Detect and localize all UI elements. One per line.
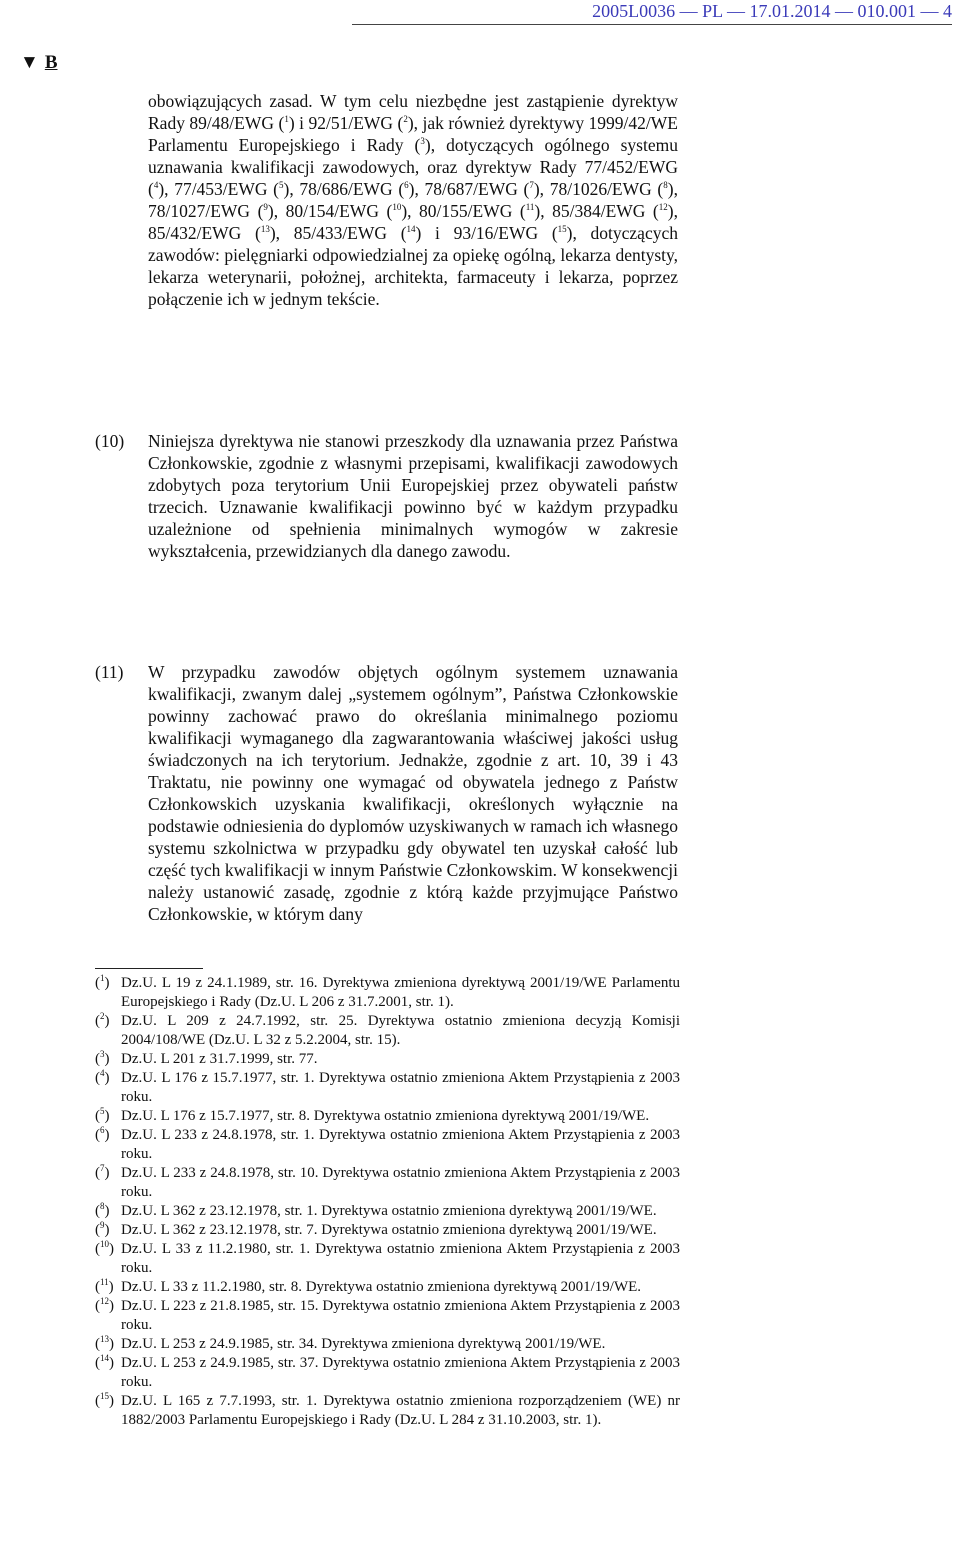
footnote: ($^{14}$) Dz.U. L 253 z 24.9.1985, str. 37. Dyrektywa ostatnio zmieniona Aktem Przystąpienia z 2003 roku. <box>95 1353 680 1390</box>
triangle-down-icon: ▼ <box>20 52 39 73</box>
paragraph-10: Niniejsza dyrektywa nie stanowi przeszkody dla uznawania przez Państwa Członkowskie, zgodnie z własnymi przepisami, kwalifikacji zawodowych zdobytych poza terytorium Unii Europejskiej przez obywateli państw trzecich. Uznawanie kwalifikacji powinno być w każdym przypadku uzależnione od spełnienia minimalnych wymogów w zakresie wykształcenia, przewidzianych dla danego zawodu. <box>148 431 678 561</box>
footnote: ($^{12}$) Dz.U. L 223 z 21.8.1985, str. 15. Dyrektywa ostatnio zmieniona Aktem Przystąpienia z 2003 roku. <box>95 1296 680 1333</box>
paragraph-number: (10) <box>95 431 125 451</box>
footnote-ref[interactable]: 1 <box>284 114 289 125</box>
footnote-ref[interactable]: 5 <box>279 180 284 191</box>
footnote: ($^6$) Dz.U. L 233 z 24.8.1978, str. 1. Dyrektywa ostatnio zmieniona Aktem Przystąpienia z 2003 roku. <box>95 1125 680 1162</box>
paragraph-continuation: obowiązujących zasad. W tym celu niezbędne jest zastąpienie dyrektyw Rady 89/48/EWG ($^1$) i 92/51/EWG ($^2$), jak również dyrektywy 1999/42/WE Parlamentu Europejskiego i Rady ($^3$), dotyczących ogólnego systemu uznawania kwalifikacji zawodowych, oraz dyrektyw Rady 77/452/EWG ($^4$), 77/453/EWG ($^5$), 78/686/EWG ($^6$), 78/687/EWG ($^7$), 78/1026/EWG ($^8$), 78/1027/EWG ($^9$), 80/154/EWG ($^{10}$), 80/155/EWG ($^{11}$), 85/384/EWG ($^{12}$), 85/432/EWG ($^{13}$), 85/433/EWG ($^{14}$) i 93/16/EWG ($^{15}$), dotyczących zawodów: pielęgniarki odpowiedzialnej za opiekę ogólną, lekarza dentysty, lekarza weterynarii, położnej, architekta, farmaceuty i lekarza, poprzez połączenie ich w jednym tekście. <box>148 91 678 309</box>
document-header: 2005L0036 — PL — 17.01.2014 — 010.001 — 4 <box>592 1 952 21</box>
footnote-ref[interactable]: 9 <box>263 202 268 213</box>
footnote: ($^{13}$) Dz.U. L 253 z 24.9.1985, str. 34. Dyrektywa zmieniona dyrektywą 2001/19/WE. <box>95 1334 606 1352</box>
footnote: ($^1$) Dz.U. L 19 z 24.1.1989, str. 16. Dyrektywa zmieniona dyrektywą 2001/19/WE Parlamentu Europejskiego i Rady (Dz.U. L 206 z 31.7.2001, str. 1). <box>95 973 680 1010</box>
footnote: ($^{10}$) Dz.U. L 33 z 11.2.1980, str. 1. Dyrektywa ostatnio zmieniona Aktem Przystąpienia z 2003 roku. <box>95 1239 680 1276</box>
footnote-ref[interactable]: 12 <box>658 202 668 213</box>
footnote: ($^5$) Dz.U. L 176 z 15.7.1977, str. 8. Dyrektywa ostatnio zmieniona dyrektywą 2001/19/WE. <box>95 1106 650 1124</box>
footnote-ref[interactable]: 15 <box>557 224 567 235</box>
footnote-ref[interactable]: 3 <box>420 136 425 147</box>
paragraph-11: W przypadku zawodów objętych ogólnym systemem uznawania kwalifikacji, zwanym dalej „systemem ogólnym”, Państwa Członkowskie powinny zachować prawo do określania minimalnego poziomu kwalifikacji wymaganego dla zagwarantowania właściwej jakości usług świadczonych na ich terytorium. Jednakże, zgodnie z art. 10, 39 i 43 Traktatu, nie powinny one wymagać od obywatela jednego z Państw Członkowskich uzyskania kwalifikacji, określonych wyłącznie na podstawie odniesienia do dyplomów uzyskiwanych w ramach ich własnego systemu szkolnictwa w przypadku gdy obywatel ten uzyskał całość lub część tych kwalifikacji w innym Państwie Członkowskim. W konsekwencji należy ustanowić zasadę, zgodnie z którą każde przyjmujące Państwo Członkowskie, w którym dany <box>148 662 678 924</box>
marker-letter: B <box>44 52 58 73</box>
footnote: ($^3$) Dz.U. L 201 z 31.7.1999, str. 77. <box>95 1049 318 1067</box>
footnote: ($^8$) Dz.U. L 362 z 23.12.1978, str. 1. Dyrektywa ostatnio zmieniona dyrektywą 2001/19/WE. <box>95 1201 657 1219</box>
footnote: ($^9$) Dz.U. L 362 z 23.12.1978, str. 7. Dyrektywa ostatnio zmieniona dyrektywą 2001/19/WE. <box>95 1220 657 1238</box>
footnote-ref[interactable]: 6 <box>404 180 409 191</box>
footnote-ref[interactable]: 10 <box>392 202 402 213</box>
version-marker <box>20 52 58 74</box>
footnote-ref[interactable]: 2 <box>403 114 408 125</box>
paragraph-number: (11) <box>95 662 124 682</box>
footnote: ($^2$) Dz.U. L 209 z 24.7.1992, str. 25. Dyrektywa ostatnio zmieniona decyzją Komisji 2004/108/WE (Dz.U. L 32 z 5.2.2004, str. 15). <box>95 1011 680 1048</box>
footnote-ref[interactable]: 11 <box>525 202 535 213</box>
footnote-separator <box>95 968 203 969</box>
footnote-ref[interactable]: 13 <box>260 224 270 235</box>
footnote-ref[interactable]: 8 <box>663 180 668 191</box>
footnote-ref[interactable]: 7 <box>529 180 534 191</box>
footnote: ($^4$) Dz.U. L 176 z 15.7.1977, str. 1. Dyrektywa ostatnio zmieniona Aktem Przystąpienia z 2003 roku. <box>95 1068 680 1105</box>
footnotes-list <box>95 974 680 1430</box>
footnote-ref[interactable]: 4 <box>153 180 159 191</box>
footnote: ($^{11}$) Dz.U. L 33 z 11.2.1980, str. 8. Dyrektywa ostatnio zmieniona dyrektywą 2001/19/WE. <box>95 1277 642 1295</box>
footnote: ($^7$) Dz.U. L 233 z 24.8.1978, str. 10. Dyrektywa ostatnio zmieniona Aktem Przystąpienia z 2003 roku. <box>95 1163 680 1200</box>
footnote: ($^{15}$) Dz.U. L 165 z 7.7.1993, str. 1. Dyrektywa ostatnio zmieniona rozporządzeniem (WE) nr 1882/2003 Parlamentu Europejskiego i Rady (Dz.U. L 284 z 31.10.2003, str. 1). <box>95 1391 680 1428</box>
footnote-ref[interactable]: 14 <box>406 224 416 235</box>
